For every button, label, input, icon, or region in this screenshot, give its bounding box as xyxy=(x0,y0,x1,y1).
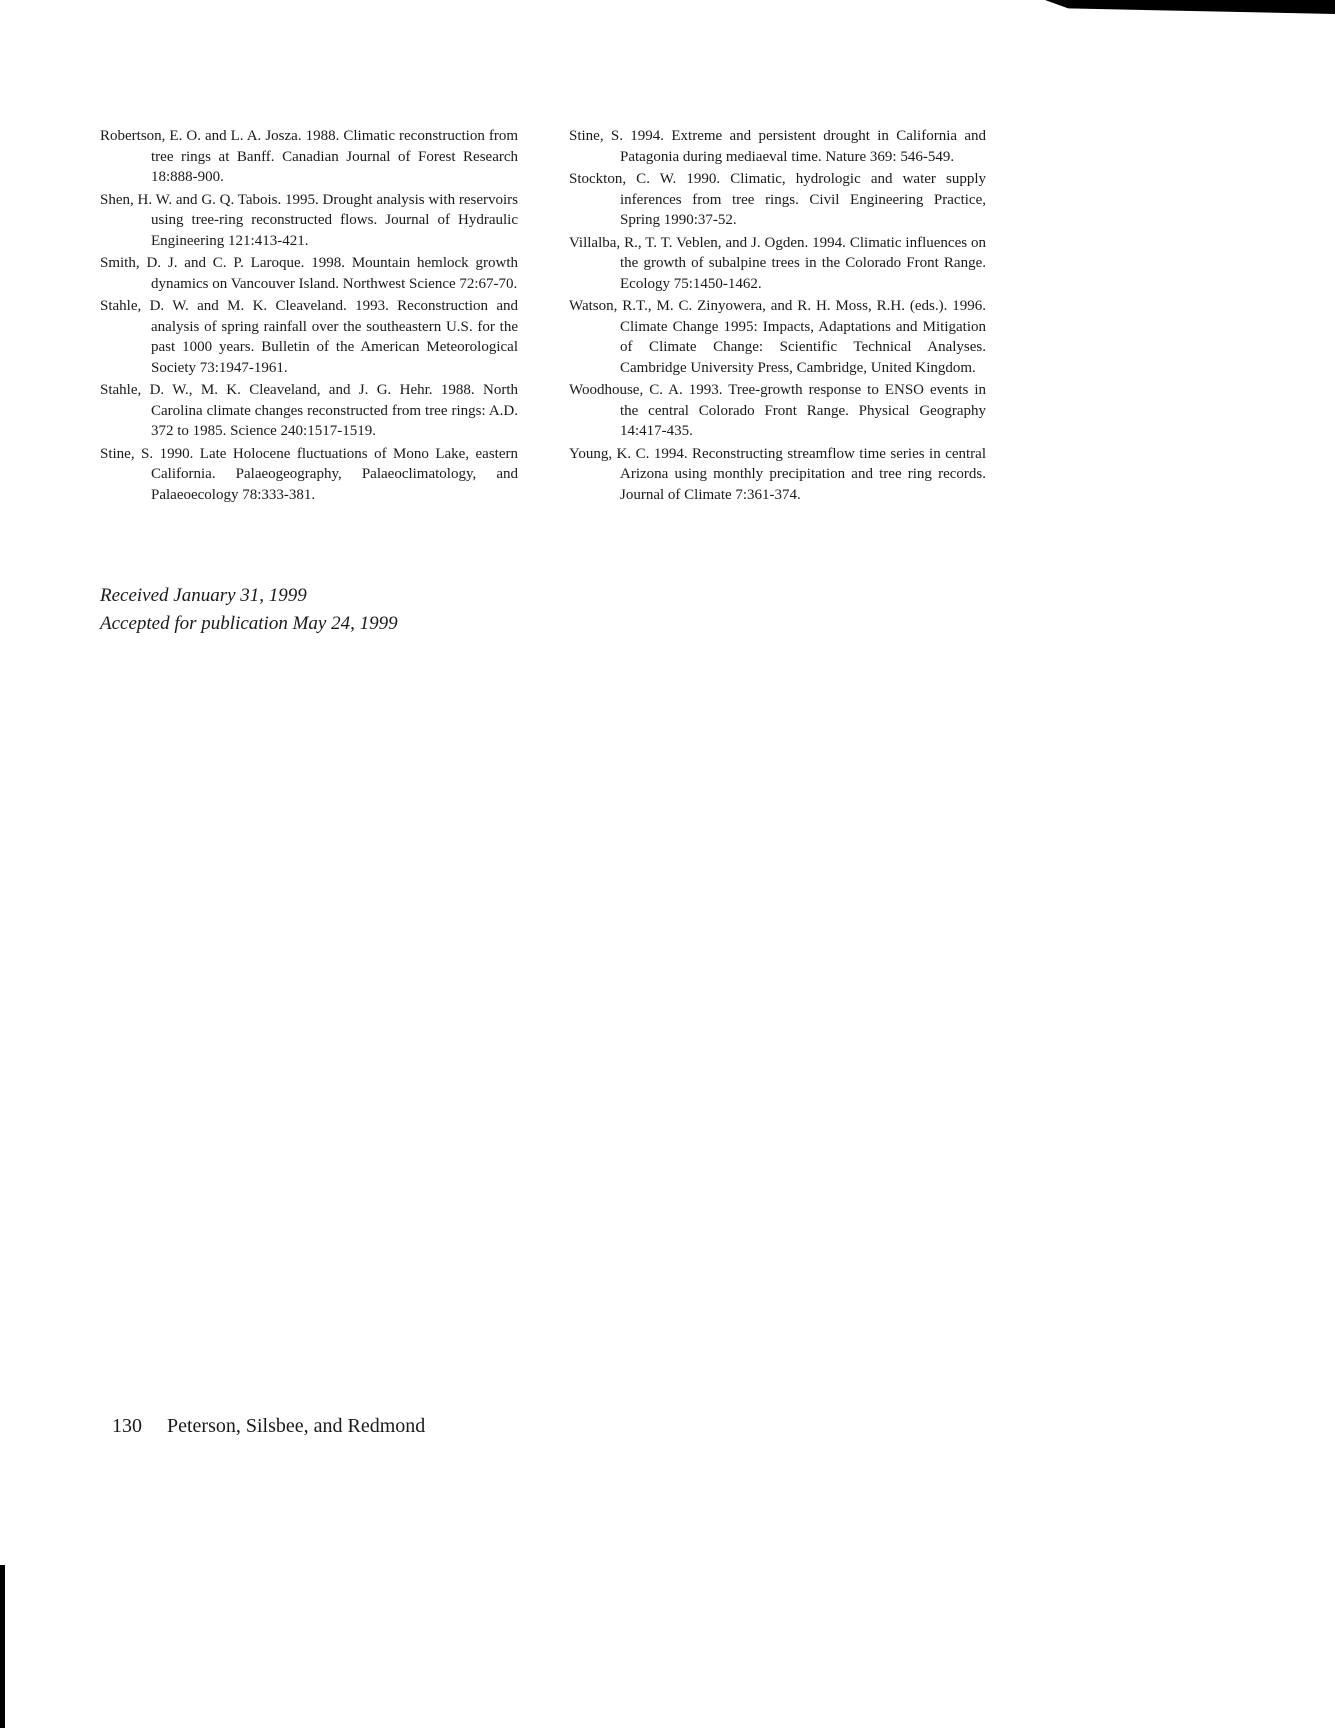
reference-stockton-1990: Stockton, C. W. 1990. Climatic, hydrologic and water supply inferences from tree rings. Civil Engineering Practice, Spring 1990:37-52. xyxy=(569,171,986,228)
received-date: Received January 31, 1999 xyxy=(100,585,307,606)
references-right-column xyxy=(569,126,986,507)
reference-shen-1995: Shen, H. W. and G. Q. Tabois. 1995. Drought analysis with reservoirs using tree-ring reconstructed flows. Journal of Hydraulic Engineering 121:413-421. xyxy=(100,191,518,249)
page-number: 130 xyxy=(112,1415,142,1437)
reference-villalba-1994: Villalba, R., T. T. Veblen, and J. Ogden. 1994. Climatic influences on the growth of subalpine trees in the Colorado Front Range. Ecology 75:1450-1462. xyxy=(569,234,986,292)
reference-young-1994: Young, K. C. 1994. Reconstructing streamflow time series in central Arizona using monthly precipitation and tree ring records. Journal of Climate 7:361-374. xyxy=(569,445,986,503)
reference-stine-1990: Stine, S. 1990. Late Holocene fluctuations of Mono Lake, eastern California. Palaeogeography, Palaeoclimatology, and Palaeoecology 78:333-381. xyxy=(100,445,518,503)
references-left-column xyxy=(100,126,518,507)
running-authors: Peterson, Silsbee, and Redmond xyxy=(167,1415,426,1437)
reference-smith-1998: Smith, D. J. and C. P. Laroque. 1998. Mountain hemlock growth dynamics on Vancouver Island. Northwest Science 72:67-70. xyxy=(100,255,518,292)
scan-edge-left xyxy=(0,1565,5,1728)
accepted-date: Accepted for publication May 24, 1999 xyxy=(100,613,398,634)
reference-robertson-1988: Robertson, E. O. and L. A. Josza. 1988. Climatic reconstruction from tree rings at Banff. Canadian Journal of Forest Research 18:888-900. xyxy=(100,128,518,185)
reference-woodhouse-1993: Woodhouse, C. A. 1993. Tree-growth response to ENSO events in the central Colorado Front Range. Physical Geography 14:417-435. xyxy=(569,382,986,439)
reference-watson-1996: Watson, R.T., M. C. Zinyowera, and R. H. Moss, R.H. (eds.). 1996. Climate Change 1995: Impacts, Adaptations and Mitigation of Climate Change: Scientific Technical Analyses. Cambridge University Press, Cambridge, United Kingdom. xyxy=(569,298,986,376)
scan-edge-top xyxy=(1045,0,1335,14)
page-footer xyxy=(112,1414,425,1438)
reference-stahle-1988: Stahle, D. W., M. K. Cleaveland, and J. G. Hehr. 1988. North Carolina climate changes reconstructed from tree rings: A.D. 372 to 1985. Science 240:1517-1519. xyxy=(100,382,518,439)
submission-dates xyxy=(100,582,398,638)
reference-stahle-1993: Stahle, D. W. and M. K. Cleaveland. 1993. Reconstruction and analysis of spring rainfall over the southeastern U.S. for the past 1000 years. Bulletin of the American Meteorological Society 73:1947-1961. xyxy=(100,298,518,376)
reference-stine-1994: Stine, S. 1994. Extreme and persistent drought in California and Patagonia during mediaeval time. Nature 369: 546-549. xyxy=(569,128,986,165)
